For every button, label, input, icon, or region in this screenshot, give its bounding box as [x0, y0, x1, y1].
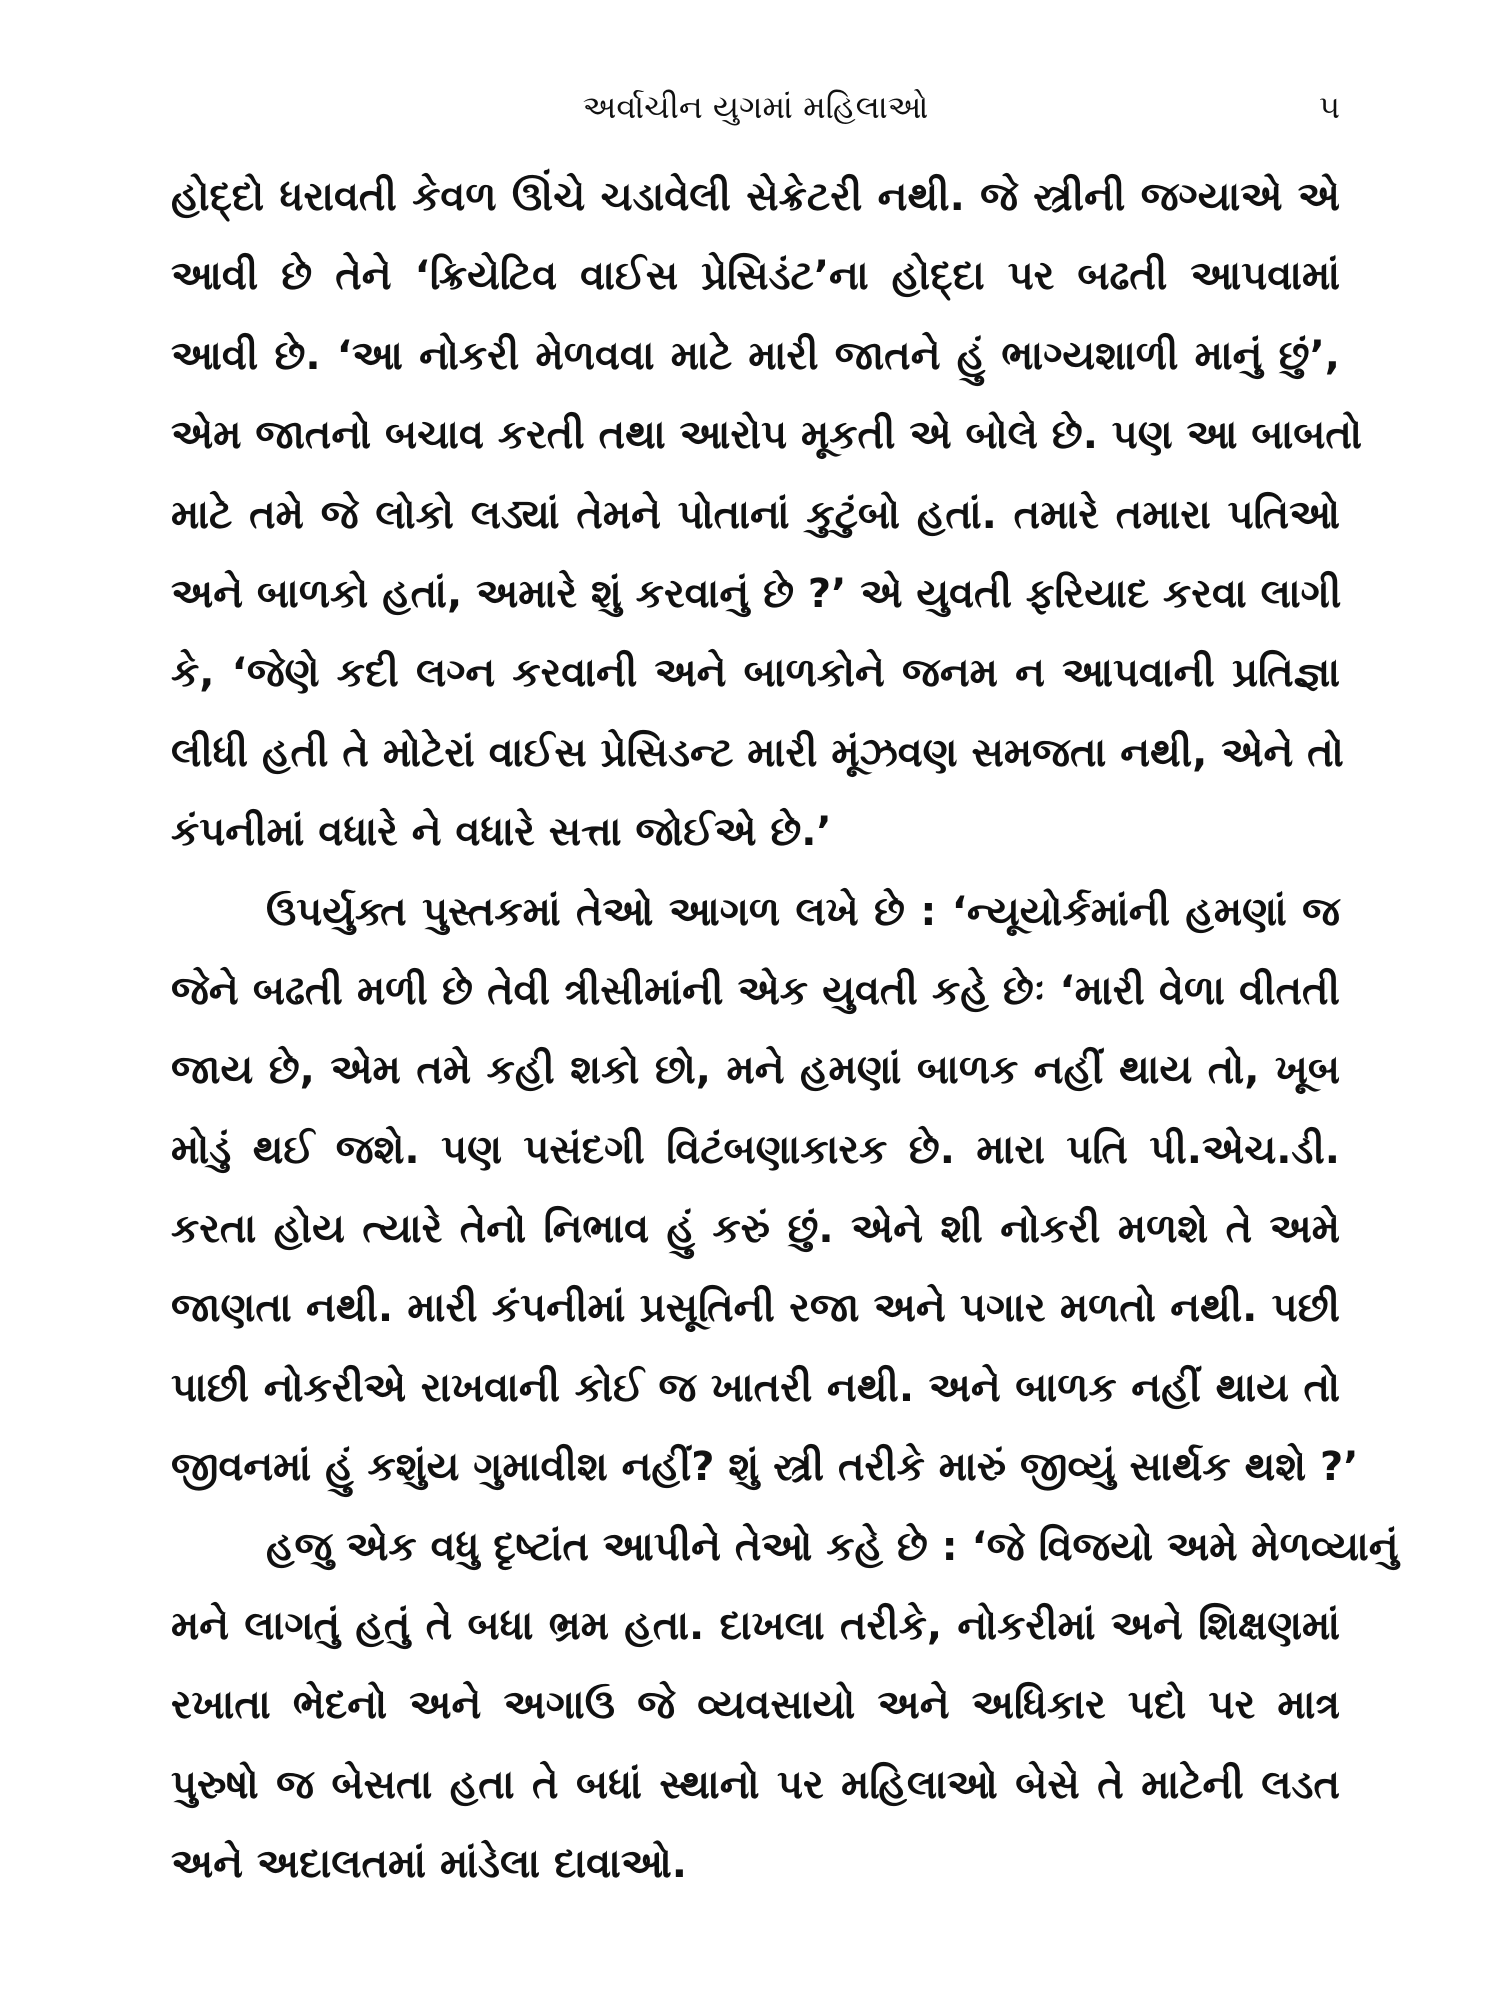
chapter-title: અર્વાચીન યુગમાં મહિલાઓ	[582, 88, 929, 126]
text-line: માટે તમે જે લોકો લડ્યાં તેમને પોતાનાં કુટુંબો હતાં. તમારે તમારા પતિઓ	[171, 491, 1340, 538]
text-line: ઉપર્યુક્ત પુસ્તકમાં તેઓ આગળ લખે છે : ‘ન્યૂયોર્કમાંની હમણાં જ	[266, 888, 1340, 935]
text-line: અને અદાલતમાં માંડેલા દાવાઓ.	[171, 1841, 687, 1888]
page-number: ૫	[1318, 88, 1340, 126]
text-line: કંપનીમાં વધારે ને વધારે સત્તા જોઈએ છે.’	[171, 809, 832, 856]
text-line: એમ જાતનો બચાવ કરતી તથા આરોપ મૂકતી એ બોલે છે. પણ આ બાબતો	[171, 412, 1362, 459]
body-text	[171, 158, 1399, 1905]
text-line: મોડું થઈ જશે. પણ પસંદગી વિટંબણાકારક છે. મારા પતિ પી.એચ.ડી.	[171, 1126, 1340, 1173]
text-line: હોદ્દો ધરાવતી કેવળ ઊંચે ચડાવેલી સેક્રેટરી નથી. જે સ્ત્રીની જગ્યાએ એ	[171, 174, 1340, 220]
text-line: લીધી હતી તે મોટેરાં વાઈસ પ્રેસિડન્ટ મારી મૂંઝવણ સમજતા નથી, એને તો	[171, 729, 1344, 776]
text-line: કરતા હોય ત્યારે તેનો નિભાવ હું કરું છું. એને શી નોકરી મળશે તે અમે	[171, 1206, 1340, 1253]
text-line: આવી છે. ‘આ નોકરી મેળવવા માટે મારી જાતને હું ભાગ્યશાળી માનું છું’,	[171, 332, 1340, 379]
text-line: પાછી નોકરીએ રાખવાની કોઈ જ ખાતરી નથી. અને બાળક નહીં થાય તો	[171, 1364, 1340, 1411]
text-line: રખાતા ભેદનો અને અગાઉ જે વ્યવસાયો અને અધિકાર પદો પર માત્ર	[171, 1682, 1340, 1729]
text-line: મને લાગતું હતું તે બધા ભ્રમ હતા. દાખલા તરીકે, નોકરીમાં અને શિક્ષણમાં	[171, 1603, 1340, 1650]
text-line: પુરુષો જ બેસતા હતા તે બધાં સ્થાનો પર મહિલાઓ બેસે તે માટેની લડત	[171, 1761, 1340, 1808]
text-line: જેને બઢતી મળી છે તેવી ત્રીસીમાંની એક યુવતી કહે છેઃ ‘મારી વેળા વીતતી	[171, 967, 1340, 1014]
running-header	[171, 88, 1340, 138]
text-line: અને બાળકો હતાં, અમારે શું કરવાનું છે ?’ એ યુવતી ફરિયાદ કરવા લાગી	[171, 570, 1342, 617]
text-line: કે, ‘જેણે કદી લગ્ન કરવાની અને બાળકોને જનમ ન આપવાની પ્રતિજ્ઞા	[171, 650, 1340, 697]
text-line: જાણતા નથી. મારી કંપનીમાં પ્રસૂતિની રજા અને પગાર મળતો નથી. પછી	[171, 1285, 1340, 1332]
text-line: જાય છે, એમ તમે કહી શકો છો, મને હમણાં બાળક નહીં થાય તો, ખૂબ	[171, 1047, 1340, 1094]
text-line: જીવનમાં હું કશુંય ગુમાવીશ નહીં? શું સ્ત્રી તરીકે મારું જીવ્યું સાર્થક થશે ?’	[171, 1444, 1359, 1491]
text-line: આવી છે તેને ‘ક્રિયેટિવ વાઈસ પ્રેસિડંટ’ના હોદ્દા પર બઢતી આપવામાં	[171, 253, 1340, 300]
text-line: હજુ એક વધુ દૃષ્ટાંત આપીને તેઓ કહે છે : ‘જે વિજયો અમે મેળવ્યાનું	[266, 1523, 1399, 1570]
